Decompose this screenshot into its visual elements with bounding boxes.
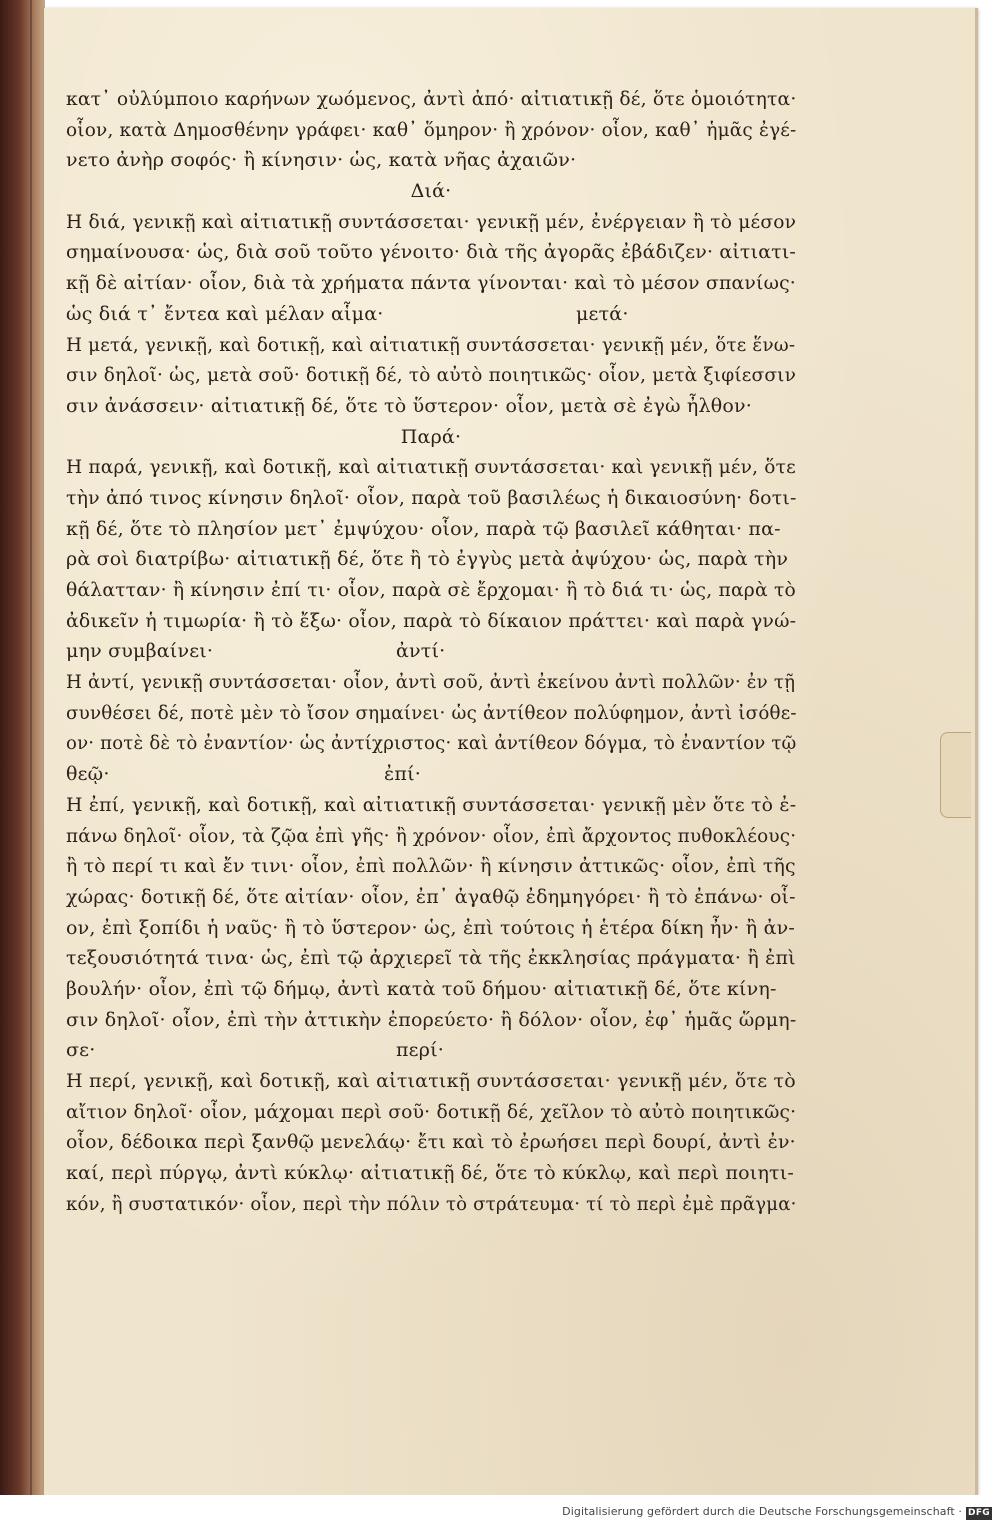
text-line xyxy=(66,299,796,330)
text-line: πάνω δηλοῖ· οἷον, τὰ ζῷα ἐπὶ γῆς· ἢ χρόνον· οἷον, ἐπὶ ἄρχοντος πυθοκλέους· xyxy=(66,824,797,847)
text-line: Η διά, γενικῇ καὶ αἰτιατικῇ συντάσσεται· γενικῇ μέν, ἐνέργειαν ἢ τὸ μέσον xyxy=(66,210,797,233)
text-line: ἢ τὸ περί τι καὶ ἔν τινι· οἷον, ἐπὶ πολλῶν· ἢ κίνησιν ἀττικῶς· οἷον, ἐπὶ τῆς xyxy=(66,855,796,878)
left-binding-strip xyxy=(0,0,45,1531)
text-line xyxy=(66,636,796,667)
text-line: Η περί, γενικῇ, καὶ δοτικῇ, καὶ αἰτιατικῇ συντάσσεται· γενικῇ μέν, ὅτε τὸ xyxy=(66,1070,796,1092)
text-line: ἀδικεῖν ἡ τιμωρία· ἢ τὸ ἔξω· οἷον, παρὰ τὸ δίκαιον πράττει· καὶ παρὰ γνώ- xyxy=(66,609,797,632)
binding-edge-line xyxy=(30,0,32,1531)
section-heading-meta: μετά· xyxy=(576,302,629,325)
text-line: βουλήν· οἷον, ἐπὶ τῷ δήμῳ, ἀντὶ κατὰ τοῦ δήμου· αἰτιατικῇ δέ, ὅτε κίνη- xyxy=(66,977,777,1000)
text-line-content: μην συμβαίνει· xyxy=(66,640,214,663)
text-line: Η ἐπί, γενικῇ, καὶ δοτικῇ, καὶ αἰτιατικῇ συντάσσεται· γενικῇ μὲν ὅτε τὸ ἐ- xyxy=(66,793,797,816)
text-line: σιν δηλοῖ· ὡς, μετὰ σοῦ· δοτικῇ δέ, τὸ αὐτὸ ποιητικῶς· οἷον, μετὰ ξιφίεσσιν xyxy=(66,364,797,387)
page-tab-marker xyxy=(940,732,971,818)
page-text xyxy=(66,84,796,1219)
section-heading-peri: περί· xyxy=(396,1039,444,1062)
text-line: Η ἀντί, γενικῇ συντάσσεται· οἷον, ἀντὶ σοῦ, ἀντὶ ἐκείνου ἀντὶ πολλῶν· ἐν τῇ xyxy=(66,671,796,694)
text-line: τεξουσιότητά τινα· ὡς, ἐπὶ τῷ ἀρχιερεῖ τὰ τῆς ἐκκλησίας πράγματα· ἢ ἐπὶ xyxy=(66,947,796,970)
dfg-logo: DFG xyxy=(966,1507,992,1520)
text-line-content: ὡς διά τ᾽ ἔντεα καὶ μέλαν αἷμα· xyxy=(66,302,384,325)
text-line-content: σε· xyxy=(66,1039,96,1062)
funding-credit: Digitalisierung gefördert durch die Deutsche Forschungsgemeinschaft · xyxy=(562,1505,962,1518)
text-line: οἷον, δέδοικα περὶ ξανθῷ μενελάῳ· ἔτι καὶ τὸ ἐρωήσει περὶ δουρί, ἀντὶ ἐν· xyxy=(66,1131,796,1154)
text-line: κόν, ἢ συστατικόν· οἷον, περὶ τὴν πόλιν τὸ στράτευμα· τί τὸ περὶ ἐμὲ πρᾶγμα· xyxy=(66,1192,797,1215)
text-line: συνθέσει δέ, ποτὲ μὲν τὸ ἴσον σημαίνει· ὡς ἀντίθεον πολύφημον, ἀντὶ ἰσόθε- xyxy=(66,701,797,724)
text-line xyxy=(66,759,796,790)
text-line: οἷον, κατὰ Δημοσθένην γράφει· καθ᾽ ὅμηρον· ἢ χρόνον· οἷον, καθ᾽ ἡμᾶς ἐγέ- xyxy=(66,118,797,141)
text-line: κῇ δὲ αἰτίαν· οἷον, διὰ τὰ χρήματα πάντα γίνονται· καὶ τὸ μέσον σπανίως· xyxy=(66,272,796,295)
text-line: ον· ποτὲ δὲ τὸ ἐναντίον· ὡς ἀντίχριστος· καὶ ἀντίθεον δόγμα, τὸ ἐναντίον τῷ xyxy=(66,732,797,755)
footer-band xyxy=(0,1495,1000,1531)
section-heading-anti: ἀντί· xyxy=(396,640,446,663)
section-heading-epi: ἐπί· xyxy=(384,763,421,786)
text-line: καί, περὶ πύργῳ, ἀντὶ κύκλῳ· αἰτιατικῇ δέ, ὅτε τὸ κύκλῳ, καὶ περὶ ποιητι- xyxy=(66,1162,795,1185)
section-heading-dia: Διά· xyxy=(410,180,452,203)
text-line-content: θεῷ· xyxy=(66,763,110,786)
text-line: ον, ἐπὶ ξοπίδι ἡ ναῦς· ἢ τὸ ὕστερον· ὡς, ἐπὶ τούτοις ἡ ἑτέρα δίκη ἦν· ἢ ἀν- xyxy=(66,916,796,939)
text-line xyxy=(66,1035,796,1066)
section-heading-para: Παρά· xyxy=(400,425,462,448)
text-line: Η παρά, γενικῇ, καὶ δοτικῇ, καὶ αἰτιατικῇ συντάσσεται· καὶ γενικῇ μέν, ὅτε xyxy=(66,456,796,479)
text-line: κατ᾽ οὐλύμποιο καρήνων χωόμενος, ἀντὶ ἀπό· αἰτιατικῇ δέ, ὅτε ὁμοιότητα· xyxy=(66,88,797,110)
text-line: κῇ δέ, ὅτε τὸ πλησίον μετ᾽ ἐμψύχου· οἷον, παρὰ τῷ βασιλεῖ κάθηται· πα- xyxy=(66,517,781,540)
page-edge xyxy=(975,8,978,1495)
text-line: Η μετά, γενικῇ, καὶ δοτικῇ, καὶ αἰτιατικῇ συντάσσεται· γενικῇ μέν, ὅτε ἕνω- xyxy=(66,333,796,356)
text-line: σημαίνουσα· ὡς, διὰ σοῦ τοῦτο γένοιτο· διὰ τῆς ἀγορᾶς ἐβάδιζεν· αἰτιατι- xyxy=(66,241,797,264)
text-line: σιν ἀνάσσειν· αἰτιατικῇ δέ, ὅτε τὸ ὕστερον· οἷον, μετὰ σὲ ἐγὼ ἦλθον· xyxy=(66,394,753,417)
text-line: θάλατταν· ἢ κίνησιν ἐπί τι· οἷον, παρὰ σὲ ἔρχομαι· ἢ τὸ διά τι· ὡς, παρὰ τὸ xyxy=(66,579,796,601)
text-line: τὴν ἀπό τινος κίνησιν δηλοῖ· οἷον, παρὰ τοῦ βασιλέως ἡ δικαιοσύνη· δοτι- xyxy=(66,486,797,509)
text-line: ρὰ σοὶ διατρίβω· αἰτιατικῇ δέ, ὅτε ἢ τὸ ἐγγὺς μετὰ ἀψύχου· ὡς, παρὰ τὴν xyxy=(66,548,789,571)
text-line: σιν δηλοῖ· οἷον, ἐπὶ τὴν ἀττικὴν ἐπορεύετο· ἢ δόλον· οἷον, ἐφ᾽ ἡμᾶς ὥρμη- xyxy=(66,1008,797,1031)
text-line: χώρας· δοτικῇ δέ, ὅτε αἰτίαν· οἷον, ἐπ᾽ ἀγαθῷ ἐδημηγόρει· ἢ τὸ ἐπάνω· οἷ- xyxy=(66,885,796,908)
text-line: νετο ἀνὴρ σοφός· ἢ κίνησιν· ὡς, κατὰ νῆας ἀχαιῶν· xyxy=(66,149,577,172)
text-line: αἴτιον δηλοῖ· οἷον, μάχομαι περὶ σοῦ· δοτικῇ δέ, χεῖλον τὸ αὐτὸ ποιητικῶς· xyxy=(66,1100,797,1123)
